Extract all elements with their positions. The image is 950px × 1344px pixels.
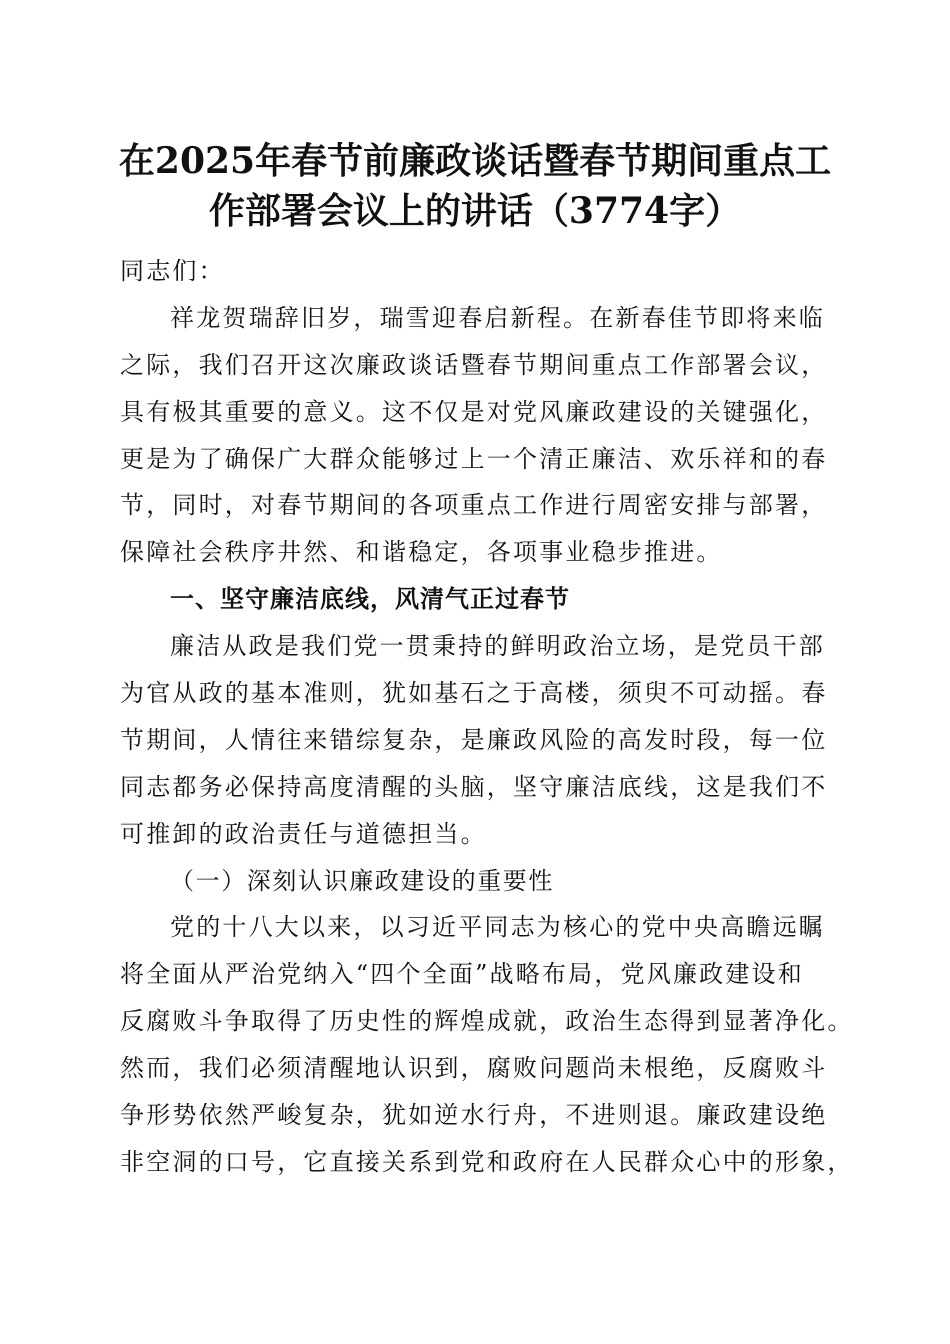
paragraph-line: 为官从政的基本准则，犹如基石之于高楼，须臾不可动摇。春 [120, 679, 828, 708]
paragraph-line: 具有极其重要的意义。这不仅是对党风廉政建设的关键强化， [120, 397, 828, 426]
paragraph-line: 反腐败斗争取得了历史性的辉煌成就，政治生态得到显著净化。 [120, 1007, 854, 1036]
paragraph-line: 可推卸的政治责任与道德担当。 [120, 819, 487, 848]
paragraph-line: 党的十八大以来，以习近平同志为核心的党中央高瞻远瞩 [170, 913, 825, 942]
paragraph-line: 然而，我们必须清醒地认识到，腐败问题尚未根绝，反腐败斗 [120, 1054, 828, 1083]
paragraph-line: 将全面从严治党纳入“四个全面”战略布局，党风廉政建设和 [120, 960, 804, 989]
title-line: 在2025年春节前廉政谈话暨春节期间重点工 [118, 140, 832, 182]
paragraph-line: 同志都务必保持高度清醒的头脑，坚守廉洁底线，这是我们不 [120, 772, 828, 801]
paragraph-line: 更是为了确保广大群众能够过上一个清正廉洁、欢乐祥和的春 [120, 444, 828, 473]
paragraph-line: 之际，我们召开这次廉政谈话暨春节期间重点工作部署会议， [120, 350, 828, 379]
paragraph-line: 非空洞的口号，它直接关系到党和政府在人民群众心中的形象， [120, 1147, 854, 1176]
paragraph-line: 廉洁从政是我们党一贯秉持的鲜明政治立场，是党员干部 [170, 632, 825, 661]
salutation: 同志们： [120, 257, 225, 285]
paragraph-line: 节期间，人情往来错综复杂，是廉政风险的高发时段，每一位 [120, 725, 828, 754]
subsection-heading: （一）深刻认识廉政建设的重要性 [170, 866, 554, 895]
paragraph-line: 争形势依然严峻复杂，犹如逆水行舟，不进则退。廉政建设绝 [120, 1101, 828, 1130]
document-body [120, 252, 854, 1190]
section-heading: 一、坚守廉洁底线，风清气正过春节 [170, 585, 570, 614]
paragraph-line: 保障社会秩序井然、和谐稳定，各项事业稳步推进。 [120, 538, 723, 567]
paragraph-line: 节，同时，对春节期间的各项重点工作进行周密安排与部署， [120, 491, 828, 520]
paragraph-line: 祥龙贺瑞辞旧岁，瑞雪迎春启新程。在新春佳节即将来临 [170, 303, 825, 332]
title-line: 作部署会议上的讲话（3774字） [208, 190, 742, 232]
document-title [110, 136, 840, 236]
